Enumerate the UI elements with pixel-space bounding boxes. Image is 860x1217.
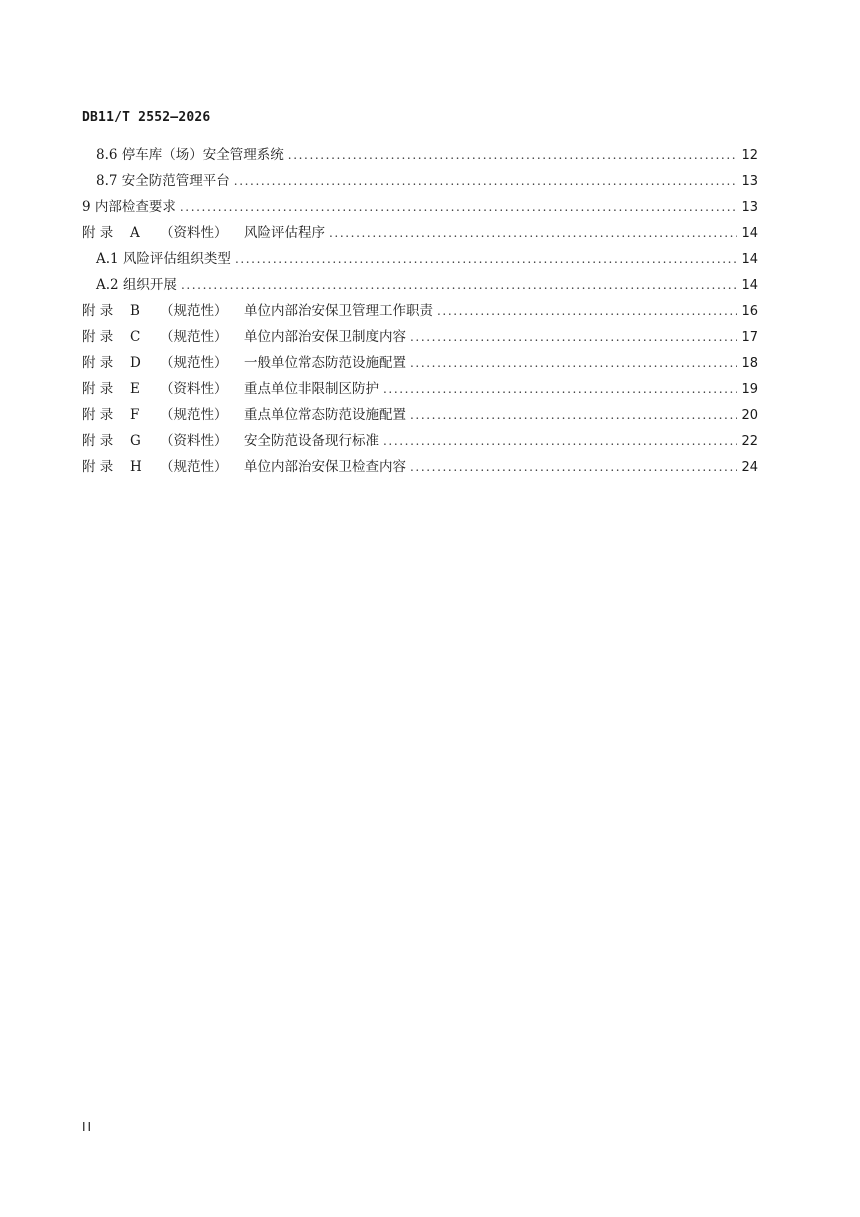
dot-leader — [410, 402, 737, 428]
annex-letter: C — [130, 329, 141, 345]
toc-page-number: 22 — [741, 434, 758, 449]
annex-word: 附 录 — [82, 329, 114, 345]
toc-entry-title: 内部检查要求 — [94, 199, 176, 215]
annex-letter: D — [130, 355, 141, 371]
toc-page-number: 12 — [741, 148, 758, 163]
annex-word: 附 录 — [82, 459, 114, 475]
toc-entry-title: 风险评估组织类型 — [122, 251, 231, 267]
toc-page-number: 19 — [741, 382, 758, 397]
annex-word: 附 录 — [82, 355, 114, 371]
annex-title: 单位内部治安保卫管理工作职责 — [244, 303, 433, 319]
annex-word: 附 录 — [82, 303, 114, 319]
annex-title: 单位内部治安保卫制度内容 — [244, 329, 406, 345]
toc-annex-a[interactable] — [82, 220, 758, 246]
toc-entry-a-1[interactable] — [82, 246, 758, 272]
toc-page-number: 20 — [741, 408, 758, 423]
toc-page-number: 16 — [741, 304, 758, 319]
toc-annex-c[interactable] — [82, 324, 758, 350]
annex-nature: （规范性） — [160, 355, 228, 371]
toc-entry-label — [82, 402, 406, 428]
toc-entry-number: A.2 — [96, 277, 119, 293]
toc-entry-label — [82, 220, 325, 246]
dot-leader — [383, 428, 737, 454]
annex-nature: （规范性） — [160, 407, 228, 423]
toc-entry-9[interactable] — [82, 194, 758, 220]
toc-annex-d[interactable] — [82, 350, 758, 376]
toc-entry-label — [96, 272, 177, 298]
dot-leader — [383, 376, 737, 402]
annex-nature: （规范性） — [160, 329, 228, 345]
annex-letter: E — [130, 381, 140, 397]
toc-entry-label — [96, 246, 231, 272]
annex-letter: F — [130, 407, 140, 423]
toc-entry-label — [82, 428, 379, 454]
dot-leader — [288, 142, 738, 168]
toc-entry-title: 安全防范管理平台 — [121, 173, 230, 189]
toc-page-number: 14 — [741, 252, 758, 267]
toc-entry-label — [82, 376, 379, 402]
annex-letter: G — [130, 433, 141, 449]
annex-nature: （资料性） — [160, 225, 228, 241]
toc-entry-label — [82, 194, 176, 220]
toc-page-number: 24 — [741, 460, 758, 475]
page-number-footer: II — [82, 1120, 94, 1134]
toc-entry-a-2[interactable] — [82, 272, 758, 298]
dot-leader — [180, 194, 738, 220]
toc-entry-number: 9 — [82, 199, 91, 215]
dot-leader — [437, 298, 737, 324]
dot-leader — [410, 350, 737, 376]
toc-entry-label — [82, 324, 406, 350]
annex-title: 安全防范设备现行标准 — [244, 433, 379, 449]
toc-entry-label — [96, 142, 284, 168]
annex-word: 附 录 — [82, 433, 114, 449]
annex-letter: B — [130, 303, 140, 319]
annex-title: 单位内部治安保卫检查内容 — [244, 459, 406, 475]
dot-leader — [329, 220, 737, 246]
toc-page-number: 14 — [741, 278, 758, 293]
toc-entry-8-7[interactable] — [82, 168, 758, 194]
annex-letter: A — [130, 225, 140, 241]
toc-entry-title: 停车库（场）安全管理系统 — [121, 147, 284, 163]
toc-entry-label — [82, 350, 406, 376]
toc-entry-title: 组织开展 — [122, 277, 177, 293]
toc-annex-b[interactable] — [82, 298, 758, 324]
toc-entry-number: 8.7 — [96, 173, 118, 189]
toc-annex-h[interactable] — [82, 454, 758, 480]
dot-leader — [234, 168, 738, 194]
annex-nature: （规范性） — [160, 303, 228, 319]
toc-entry-number: A.1 — [96, 251, 119, 267]
toc-page-number: 14 — [741, 226, 758, 241]
dot-leader — [410, 324, 737, 350]
toc-entry-number: 8.6 — [96, 147, 118, 163]
toc-entry-8-6[interactable] — [82, 142, 758, 168]
annex-title: 重点单位常态防范设施配置 — [244, 407, 406, 423]
toc-entry-label — [82, 454, 406, 480]
dot-leader — [181, 272, 738, 298]
toc-entry-label — [96, 168, 230, 194]
annex-letter: H — [130, 459, 142, 475]
toc-entry-label — [82, 298, 433, 324]
toc-page-number: 18 — [741, 356, 758, 371]
dot-leader — [235, 246, 738, 272]
annex-word: 附 录 — [82, 381, 114, 397]
toc-annex-f[interactable] — [82, 402, 758, 428]
annex-title: 风险评估程序 — [244, 225, 325, 241]
annex-nature: （资料性） — [160, 433, 228, 449]
annex-word: 附 录 — [82, 407, 114, 423]
annex-word: 附 录 — [82, 225, 114, 241]
annex-title: 一般单位常态防范设施配置 — [244, 355, 406, 371]
toc-page-number: 13 — [741, 174, 758, 189]
annex-nature: （资料性） — [160, 381, 228, 397]
toc-page-number: 17 — [741, 330, 758, 345]
table-of-contents — [82, 142, 758, 480]
document-code: DB11/T 2552—2026 — [82, 110, 211, 125]
annex-nature: （规范性） — [160, 459, 228, 475]
annex-title: 重点单位非限制区防护 — [244, 381, 379, 397]
toc-page-number: 13 — [741, 200, 758, 215]
toc-annex-e[interactable] — [82, 376, 758, 402]
toc-annex-g[interactable] — [82, 428, 758, 454]
dot-leader — [410, 454, 737, 480]
